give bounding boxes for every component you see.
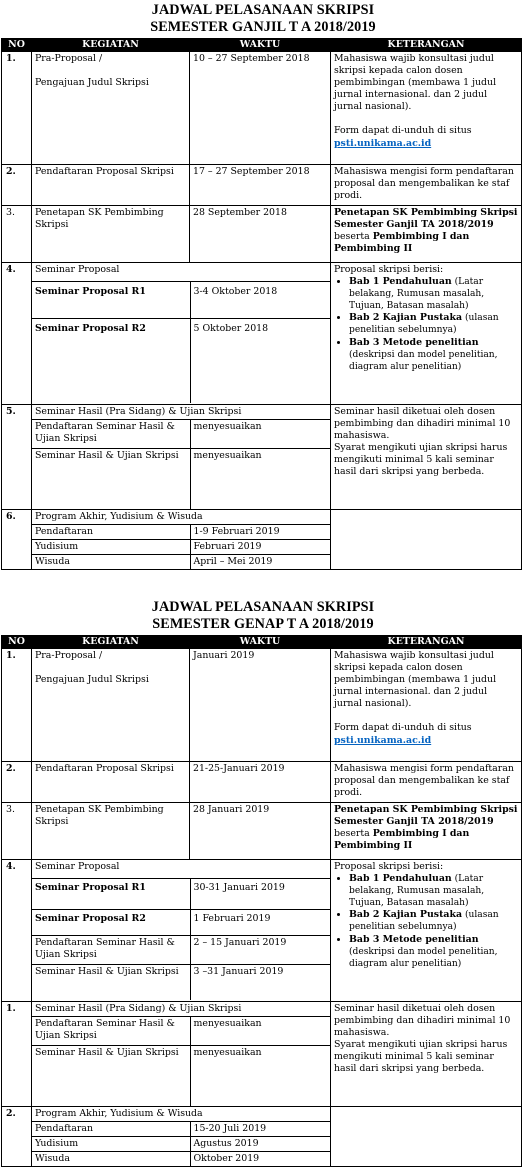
row-number: 4.	[2, 860, 32, 1002]
header-kegiatan: KEGIATAN	[32, 39, 190, 52]
sub-activity: Seminar Hasil & Ujian Skripsi	[32, 1046, 190, 1106]
note-cell	[331, 405, 522, 510]
time-cell: 17 – 27 September 2018	[190, 165, 331, 206]
table-row	[2, 649, 522, 762]
row-number: 2.	[2, 762, 32, 803]
sub-time: 3 –31 Januari 2019	[193, 965, 284, 977]
activity-cell: Seminar Hasil (Pra Sidang) & Ujian Skripsi	[32, 405, 331, 420]
header-no: NO	[2, 39, 32, 52]
activity-line: Pengajuan Judul Skripsi	[35, 77, 149, 89]
table-row	[2, 1002, 522, 1107]
row-number: 3.	[2, 803, 32, 860]
sub-time: 3-4 Oktober 2018	[190, 281, 331, 318]
note-text: beserta	[334, 231, 373, 243]
note-text: Proposal skripsi berisi:	[334, 264, 444, 275]
list-item: • Bab 1 Pendahuluan (Latar belakang, Rumusan masalah, Tujuan, Batasan masalah)	[349, 276, 518, 312]
form-text: Form dapat di-unduh di situs	[334, 722, 472, 734]
row-number: 1.	[2, 1002, 32, 1107]
note-cell	[331, 1002, 522, 1107]
note-bold: Penetapan SK Pembimbing Skripsi Semester Ganjil TA 2018/2019	[334, 804, 518, 828]
form-text: Form dapat di-unduh di situs	[334, 125, 472, 137]
sub-time: 2 – 15 Januari 2019	[190, 935, 331, 964]
row-number: 3.	[2, 206, 32, 263]
note-cell	[331, 263, 522, 405]
table-row	[2, 860, 522, 1002]
note-text: Mahasiswa wajib konsultasi judul skripsi kepada calon dosen pembimbingan (membawa 1 judul jurnal internasional. dan 2 judul jurnal nasional).	[334, 53, 497, 113]
table-row	[2, 762, 522, 803]
row-number: 2.	[2, 165, 32, 206]
sub-activity: Pendaftaran	[32, 1121, 190, 1136]
header-keterangan: KETERANGAN	[331, 636, 522, 649]
row-number: 5.	[2, 405, 32, 510]
activity-line: Pra-Proposal /	[35, 650, 103, 661]
activity-cell: Program Akhir, Yudisium & Wisuda	[32, 510, 331, 525]
note-bold: Pembimbing I dan Pembimbing II	[334, 828, 470, 852]
sub-time: Agustus 2019	[190, 1136, 331, 1151]
schedule-table-ganjil	[1, 38, 521, 570]
activity-cell: Program Akhir, Yudisium & Wisuda	[32, 1107, 331, 1122]
table-row	[2, 206, 522, 263]
sub-time: 1 Februari 2019	[190, 909, 331, 935]
list-item: • Bab 3 Metode penelitian (deskripsi dan model penelitian, diagram alur penelitian)	[349, 337, 518, 373]
sub-time: 1-9 Februari 2019	[190, 524, 331, 539]
row-number: 2.	[2, 1106, 32, 1166]
activity-cell: Penetapan SK Pembimbing Skripsi	[32, 206, 190, 263]
activity-cell: Pendaftaran Proposal Skripsi	[32, 165, 190, 206]
sub-activity: Pendaftaran	[32, 524, 190, 539]
website-link[interactable]: psti.unikama.ac.id	[334, 734, 432, 746]
list-item: • Bab 3 Metode penelitian (deskripsi dan model penelitian, diagram alur penelitian)	[349, 934, 518, 970]
sub-time: April – Mei 2019	[193, 555, 273, 567]
chapter-list	[334, 276, 518, 373]
note-cell: Mahasiswa mengisi form pendaftaran proposal dan mengembalikan ke staf prodi.	[331, 762, 522, 803]
note-bold: Pembimbing I dan Pembimbing II	[334, 231, 470, 255]
note-cell	[331, 1106, 522, 1166]
note-text: Seminar hasil diketuai oleh dosen pembimbing dan dihadiri minimal 10 mahasiswa.	[334, 406, 511, 442]
activity-cell: Penetapan SK Pembimbing Skripsi	[32, 803, 190, 860]
note-cell	[331, 509, 522, 569]
header-keterangan: KETERANGAN	[331, 39, 522, 52]
sub-activity: Seminar Proposal R2	[32, 909, 190, 935]
activity-line: Pengajuan Judul Skripsi	[35, 674, 149, 686]
sub-activity: Seminar Proposal R2	[32, 318, 190, 403]
sub-activity: Seminar Proposal R1	[32, 281, 190, 318]
sub-time: menyesuaikan	[193, 450, 262, 462]
time-cell: Januari 2019	[190, 649, 331, 762]
activity-line: Pra-Proposal /	[35, 53, 103, 64]
header-no: NO	[2, 636, 32, 649]
note-cell	[331, 803, 522, 860]
note-text: beserta	[334, 828, 373, 840]
sub-time: menyesuaikan	[190, 420, 331, 449]
table-row	[2, 509, 522, 569]
list-item: • Bab 2 Kajian Pustaka (ulasan penelitian sebelumnya)	[349, 909, 518, 933]
time-cell: 21-25-Januari 2019	[190, 762, 331, 803]
table-row	[2, 52, 522, 165]
note-cell: Mahasiswa mengisi form pendaftaran proposal dan mengembalikan ke staf prodi.	[331, 165, 522, 206]
note-cell	[331, 860, 522, 1002]
header-kegiatan: KEGIATAN	[32, 636, 190, 649]
sub-activity: Pendaftaran Seminar Hasil & Ujian Skripsi	[32, 1017, 190, 1046]
table-row	[2, 165, 522, 206]
note-text: Proposal skripsi berisi:	[334, 861, 444, 872]
schedule-table-genap	[1, 635, 521, 1167]
note-cell	[331, 206, 522, 263]
table-row	[2, 405, 522, 510]
note-text: Seminar hasil diketuai oleh dosen pembimbing dan dihadiri minimal 10 mahasiswa.	[334, 1003, 511, 1039]
table-row	[2, 263, 522, 405]
note-bold: Penetapan SK Pembimbing Skripsi Semester Ganjil TA 2018/2019	[334, 207, 518, 231]
note-text: Syarat mengikuti ujian skripsi harus mengikuti minimal 5 kali seminar hasil dari skripsi yang berbeda.	[334, 1039, 508, 1075]
sub-activity: Yudisium	[32, 1136, 190, 1151]
time-cell: 10 – 27 September 2018	[190, 52, 331, 165]
sub-time: 15-20 Juli 2019	[190, 1121, 331, 1136]
note-text: Syarat mengikuti ujian skripsi harus mengikuti minimal 5 kali seminar hasil dari skripsi yang berbeda.	[334, 442, 508, 478]
note-cell	[331, 52, 522, 165]
table-row	[2, 1106, 522, 1166]
sub-time: menyesuaikan	[193, 1047, 262, 1059]
sub-activity: Seminar Hasil & Ujian Skripsi	[32, 449, 190, 509]
sub-activity: Seminar Proposal R1	[32, 878, 190, 909]
title-genap-line2: SEMESTER GENAP T A 2018/2019	[152, 616, 374, 632]
activity-cell: Seminar Hasil (Pra Sidang) & Ujian Skripsi	[32, 1002, 331, 1017]
website-link[interactable]: psti.unikama.ac.id	[334, 137, 432, 149]
list-item: • Bab 2 Kajian Pustaka (ulasan penelitian sebelumnya)	[349, 312, 518, 336]
sub-activity: Seminar Hasil & Ujian Skripsi	[32, 964, 190, 1000]
note-cell	[331, 649, 522, 762]
header-waktu: WAKTU	[190, 39, 331, 52]
sub-activity: Wisuda	[32, 554, 190, 569]
sub-activity: Pendaftaran Seminar Hasil & Ujian Skripsi	[32, 420, 190, 449]
sub-time: menyesuaikan	[190, 1017, 331, 1046]
sub-activity: Yudisium	[32, 539, 190, 554]
row-number: 1.	[2, 649, 32, 762]
header-waktu: WAKTU	[190, 636, 331, 649]
activity-cell: Seminar Proposal	[32, 860, 331, 878]
sub-time: Februari 2019	[190, 539, 331, 554]
list-item: • Bab 1 Pendahuluan (Latar belakang, Rumusan masalah, Tujuan, Batasan masalah)	[349, 873, 518, 909]
title-ganjil-line2: SEMESTER GANJIL T A 2018/2019	[150, 19, 376, 35]
chapter-list	[334, 873, 518, 970]
activity-cell: Pendaftaran Proposal Skripsi	[32, 762, 190, 803]
sub-time: 5 Oktober 2018	[193, 322, 269, 334]
time-cell: 28 September 2018	[190, 206, 331, 263]
activity-cell	[32, 52, 190, 165]
row-number: 1.	[2, 52, 32, 165]
time-cell: 28 Januari 2019	[190, 803, 331, 860]
sub-activity: Pendaftaran Seminar Hasil & Ujian Skripsi	[32, 935, 190, 964]
sub-time: 30-31 Januari 2019	[190, 878, 331, 909]
table-row	[2, 803, 522, 860]
activity-cell	[32, 649, 190, 762]
activity-cell: Seminar Proposal	[32, 263, 331, 281]
row-number: 6.	[2, 509, 32, 569]
title-genap-line1: JADWAL PELASANAAN SKRIPSI	[151, 599, 375, 615]
note-text: Mahasiswa wajib konsultasi judul skripsi kepada calon dosen pembimbingan (membawa 1 judul jurnal internasional. dan 2 judul jurnal nasional).	[334, 650, 497, 710]
title-ganjil-line1: JADWAL PELASANAAN SKRIPSI	[151, 2, 375, 18]
row-number: 4.	[2, 263, 32, 405]
sub-time: Oktober 2019	[193, 1152, 260, 1164]
sub-activity: Wisuda	[32, 1151, 190, 1166]
